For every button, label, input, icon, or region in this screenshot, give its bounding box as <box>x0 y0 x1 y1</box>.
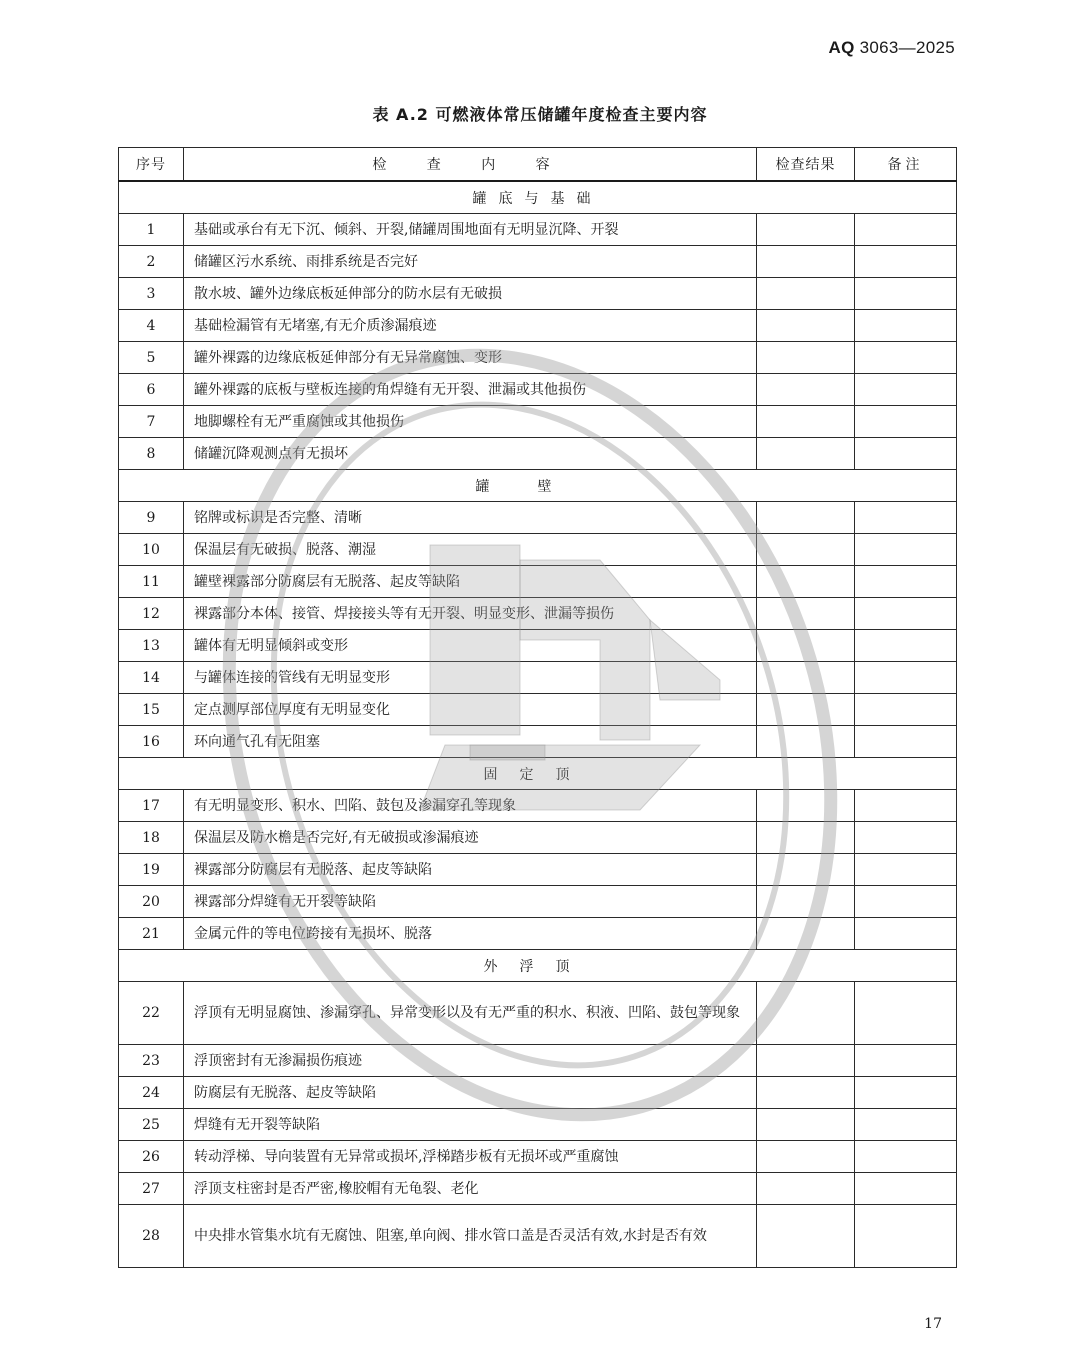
row-number: 10 <box>119 534 184 566</box>
row-number: 22 <box>119 982 184 1045</box>
table-row <box>119 1077 957 1109</box>
inspection-item-text: 与罐体连接的管线有无明显变形 <box>184 662 757 694</box>
section-title: 固定顶 <box>119 758 957 790</box>
row-number: 17 <box>119 790 184 822</box>
result-cell <box>757 598 855 630</box>
result-cell <box>757 662 855 694</box>
table-header-row <box>119 148 957 182</box>
row-number: 19 <box>119 854 184 886</box>
note-cell <box>855 534 957 566</box>
row-number: 15 <box>119 694 184 726</box>
table-body <box>119 181 957 1268</box>
table-row <box>119 502 957 534</box>
result-cell <box>757 918 855 950</box>
col-header-result: 检查结果 <box>757 148 855 182</box>
result-cell <box>757 630 855 662</box>
section-row <box>119 181 957 214</box>
result-cell <box>757 342 855 374</box>
col-header-note: 备注 <box>855 148 957 182</box>
inspection-item-text: 地脚螺栓有无严重腐蚀或其他损伤 <box>184 406 757 438</box>
col-header-no: 序号 <box>119 148 184 182</box>
row-number: 23 <box>119 1045 184 1077</box>
row-number: 4 <box>119 310 184 342</box>
note-cell <box>855 822 957 854</box>
row-number: 8 <box>119 438 184 470</box>
note-cell <box>855 886 957 918</box>
inspection-item-text: 散水坡、罐外边缘底板延伸部分的防水层有无破损 <box>184 278 757 310</box>
inspection-item-text: 储罐沉降观测点有无损坏 <box>184 438 757 470</box>
table-row <box>119 1173 957 1205</box>
note-cell <box>855 694 957 726</box>
standard-number: 3063—2025 <box>859 38 955 57</box>
row-number: 21 <box>119 918 184 950</box>
result-cell <box>757 502 855 534</box>
table-row <box>119 918 957 950</box>
inspection-item-text: 罐外裸露的边缘底板延伸部分有无异常腐蚀、变形 <box>184 342 757 374</box>
note-cell <box>855 662 957 694</box>
result-cell <box>757 438 855 470</box>
note-cell <box>855 982 957 1045</box>
row-number: 20 <box>119 886 184 918</box>
note-cell <box>855 566 957 598</box>
row-number: 6 <box>119 374 184 406</box>
note-cell <box>855 278 957 310</box>
table-row <box>119 982 957 1045</box>
note-cell <box>855 438 957 470</box>
inspection-item-text: 基础或承台有无下沉、倾斜、开裂,储罐周围地面有无明显沉降、开裂 <box>184 214 757 246</box>
table-row <box>119 566 957 598</box>
section-row <box>119 950 957 982</box>
inspection-item-text: 有无明显变形、积水、凹陷、鼓包及渗漏穿孔等现象 <box>184 790 757 822</box>
table-row <box>119 278 957 310</box>
result-cell <box>757 1077 855 1109</box>
section-row <box>119 470 957 502</box>
inspection-item-text: 罐体有无明显倾斜或变形 <box>184 630 757 662</box>
row-number: 5 <box>119 342 184 374</box>
note-cell <box>855 310 957 342</box>
note-cell <box>855 1205 957 1268</box>
inspection-item-text: 转动浮梯、导向装置有无异常或损坏,浮梯踏步板有无损坏或严重腐蚀 <box>184 1141 757 1173</box>
note-cell <box>855 1173 957 1205</box>
section-title: 外浮顶 <box>119 950 957 982</box>
note-cell <box>855 1141 957 1173</box>
note-cell <box>855 1077 957 1109</box>
section-title: 罐壁 <box>119 470 957 502</box>
result-cell <box>757 726 855 758</box>
standard-code <box>829 38 955 58</box>
row-number: 27 <box>119 1173 184 1205</box>
table-row <box>119 790 957 822</box>
result-cell <box>757 886 855 918</box>
note-cell <box>855 406 957 438</box>
row-number: 3 <box>119 278 184 310</box>
table-title: 表 A.2 可燃液体常压储罐年度检查主要内容 <box>372 105 708 124</box>
inspection-item-text: 罐壁裸露部分防腐层有无脱落、起皮等缺陷 <box>184 566 757 598</box>
inspection-item-text: 罐外裸露的底板与壁板连接的角焊缝有无开裂、泄漏或其他损伤 <box>184 374 757 406</box>
table-row <box>119 1045 957 1077</box>
table-row <box>119 726 957 758</box>
result-cell <box>757 790 855 822</box>
table-row <box>119 310 957 342</box>
row-number: 24 <box>119 1077 184 1109</box>
note-cell <box>855 918 957 950</box>
result-cell <box>757 1045 855 1077</box>
inspection-item-text: 金属元件的等电位跨接有无损坏、脱落 <box>184 918 757 950</box>
table-row <box>119 694 957 726</box>
inspection-item-text: 浮顶有无明显腐蚀、渗漏穿孔、异常变形以及有无严重的积水、积液、凹陷、鼓包等现象 <box>184 982 757 1045</box>
row-number: 18 <box>119 822 184 854</box>
table-row <box>119 1141 957 1173</box>
row-number: 12 <box>119 598 184 630</box>
table-row <box>119 214 957 246</box>
page-number: 17 <box>924 1316 942 1332</box>
note-cell <box>855 1045 957 1077</box>
table-row <box>119 1205 957 1268</box>
result-cell <box>757 534 855 566</box>
section-title: 罐底与基础 <box>119 181 957 214</box>
row-number: 28 <box>119 1205 184 1268</box>
note-cell <box>855 598 957 630</box>
result-cell <box>757 1205 855 1268</box>
inspection-item-text: 中央排水管集水坑有无腐蚀、阻塞,单向阀、排水管口盖是否灵活有效,水封是否有效 <box>184 1205 757 1268</box>
result-cell <box>757 854 855 886</box>
result-cell <box>757 246 855 278</box>
note-cell <box>855 246 957 278</box>
row-number: 25 <box>119 1109 184 1141</box>
row-number: 11 <box>119 566 184 598</box>
inspection-item-text: 裸露部分本体、接管、焊接接头等有无开裂、明显变形、泄漏等损伤 <box>184 598 757 630</box>
col-header-content: 检 查 内 容 <box>184 148 757 182</box>
table-row <box>119 886 957 918</box>
standard-prefix: AQ <box>828 38 855 57</box>
inspection-item-text: 浮顶支柱密封是否严密,橡胶帽有无龟裂、老化 <box>184 1173 757 1205</box>
inspection-item-text: 裸露部分防腐层有无脱落、起皮等缺陷 <box>184 854 757 886</box>
inspection-item-text: 保温层有无破损、脱落、潮湿 <box>184 534 757 566</box>
note-cell <box>855 502 957 534</box>
note-cell <box>855 726 957 758</box>
section-row <box>119 758 957 790</box>
inspection-item-text: 保温层及防水檐是否完好,有无破损或渗漏痕迹 <box>184 822 757 854</box>
inspection-item-text: 裸露部分焊缝有无开裂等缺陷 <box>184 886 757 918</box>
note-cell <box>855 374 957 406</box>
inspection-item-text: 焊缝有无开裂等缺陷 <box>184 1109 757 1141</box>
table-row <box>119 438 957 470</box>
note-cell <box>855 854 957 886</box>
inspection-item-text: 基础检漏管有无堵塞,有无介质渗漏痕迹 <box>184 310 757 342</box>
table-row <box>119 822 957 854</box>
inspection-table <box>118 147 957 1268</box>
table-row <box>119 854 957 886</box>
table-row <box>119 246 957 278</box>
table-row <box>119 534 957 566</box>
note-cell <box>855 630 957 662</box>
row-number: 2 <box>119 246 184 278</box>
row-number: 13 <box>119 630 184 662</box>
note-cell <box>855 790 957 822</box>
table-row <box>119 374 957 406</box>
result-cell <box>757 1173 855 1205</box>
row-number: 16 <box>119 726 184 758</box>
table-row <box>119 630 957 662</box>
inspection-item-text: 防腐层有无脱落、起皮等缺陷 <box>184 1077 757 1109</box>
result-cell <box>757 694 855 726</box>
inspection-item-text: 储罐区污水系统、雨排系统是否完好 <box>184 246 757 278</box>
row-number: 1 <box>119 214 184 246</box>
result-cell <box>757 982 855 1045</box>
result-cell <box>757 214 855 246</box>
result-cell <box>757 374 855 406</box>
result-cell <box>757 822 855 854</box>
result-cell <box>757 1109 855 1141</box>
table-row <box>119 1109 957 1141</box>
inspection-item-text: 定点测厚部位厚度有无明显变化 <box>184 694 757 726</box>
row-number: 14 <box>119 662 184 694</box>
table-row <box>119 406 957 438</box>
inspection-item-text: 环向通气孔有无阻塞 <box>184 726 757 758</box>
note-cell <box>855 342 957 374</box>
table-row <box>119 598 957 630</box>
result-cell <box>757 566 855 598</box>
row-number: 26 <box>119 1141 184 1173</box>
table-row <box>119 662 957 694</box>
result-cell <box>757 406 855 438</box>
note-cell <box>855 214 957 246</box>
row-number: 7 <box>119 406 184 438</box>
result-cell <box>757 1141 855 1173</box>
inspection-item-text: 铭牌或标识是否完整、清晰 <box>184 502 757 534</box>
table-row <box>119 342 957 374</box>
result-cell <box>757 310 855 342</box>
row-number: 9 <box>119 502 184 534</box>
inspection-item-text: 浮顶密封有无渗漏损伤痕迹 <box>184 1045 757 1077</box>
note-cell <box>855 1109 957 1141</box>
result-cell <box>757 278 855 310</box>
